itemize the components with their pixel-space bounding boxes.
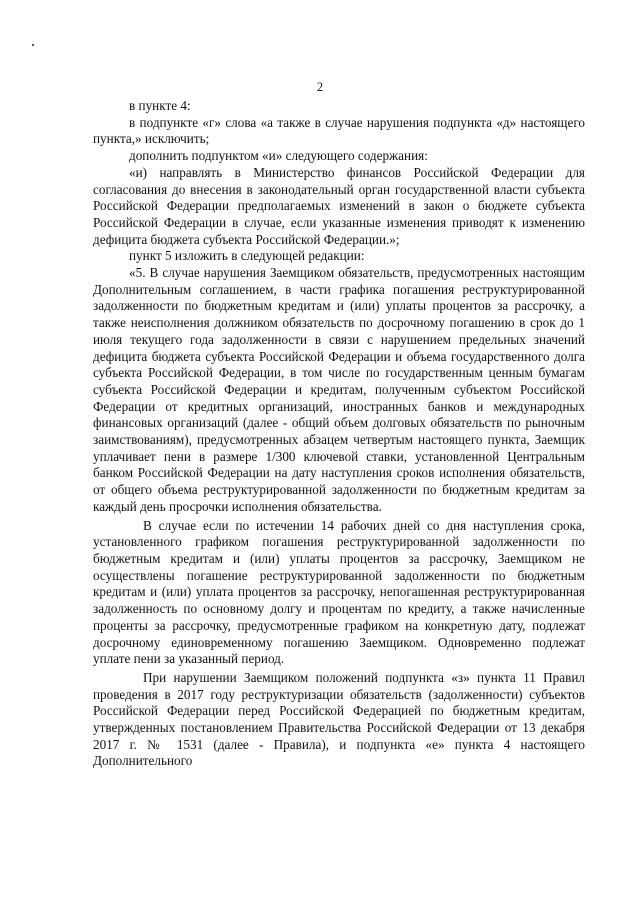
paragraph: в подпункте «г» слова «а также в случае нарушения подпункта «д» настоящего пункта,» исключить;: [93, 114, 585, 147]
page-number: 2: [316, 80, 324, 94]
document-body: [93, 98, 585, 770]
paragraph: в пункте 4:: [129, 98, 191, 113]
paragraph: дополнить подпунктом «и» следующего содержания:: [129, 148, 428, 164]
paragraph: пункт 5 изложить в следующей редакции:: [129, 248, 365, 264]
scan-speck: [32, 44, 34, 46]
paragraph: «5. В случае нарушения Заемщиком обязательств, предусмотренных настоящим Дополнительным соглашением, в части графика погашения реструктурированной задолженности по бюджетным кредитам и (или) уплаты процентов за рассрочку, а также неисполнения должником обязательств по досрочному погашению в срок до 1 июля текущего года задолженности в связи с нарушением предельных значений дефицита бюджета субъекта Российской Федерации и объема государственного долга субъекта Российской Федерации, в том числе по государственным ценным бумагам субъекта Российской Федерации и кредитам, полученным субъектом Российской Федерации от кредитных организаций, иностранных банков и международных финансовых организаций (далее - общий объем долговых обязательств по рыночным заимствованиям), предусмотренных абзацем четвертым настоящего пункта, Заемщик уплачивает пени в размере 1/300 ключевой ставки, установленной Центральным банком Российской Федерации на дату наступления сроков исполнения обязательств, от общего объема реструктурированной задолженности по бюджетным кредитам за каждый день просрочки исполнения обязательства.: [93, 265, 585, 514]
paragraph: При нарушении Заемщиком положений подпункта «з» пункта 11 Правил проведения в 2017 году реструктуризации обязательств (задолженности) субъектов Российской Федерации перед Российской Федерацией по бюджетным кредитам, утвержденных постановлением Правительства Российской Федерации от 13 декабря 2017 г. № 1531 (далее - Правила), и подпункта «е» пункта 4 настоящего Дополнительного: [93, 669, 585, 769]
paragraph: «и) направлять в Министерство финансов Российской Федерации для согласования до внесения в законодательный орган государственной власти субъекта Российской Федерации предполагаемых изменений в закон о бюджете субъекта Российской Федерации в случае, если указанные изменения приводят к изменению дефицита бюджета субъекта Российской Федерации.»;: [93, 164, 585, 247]
paragraph: В случае если по истечении 14 рабочих дней со дня наступления срока, установленного графиком погашения реструктурированной задолженности по бюджетным кредитам и (или) уплаты процентов за рассрочку, Заемщиком не осуществлены погашение реструктурированной задолженности по бюджетным кредитам и (или) уплата процентов за рассрочку, непогашенная реструктурированная задолженность по основному долгу и процентам по кредиту, а также начисленные проценты за рассрочку, предусмотренные графиком на конкретную дату, подлежат досрочному единовременному погашению Заемщиком. Одновременно подлежат уплате пени за указанный период.: [93, 517, 585, 667]
